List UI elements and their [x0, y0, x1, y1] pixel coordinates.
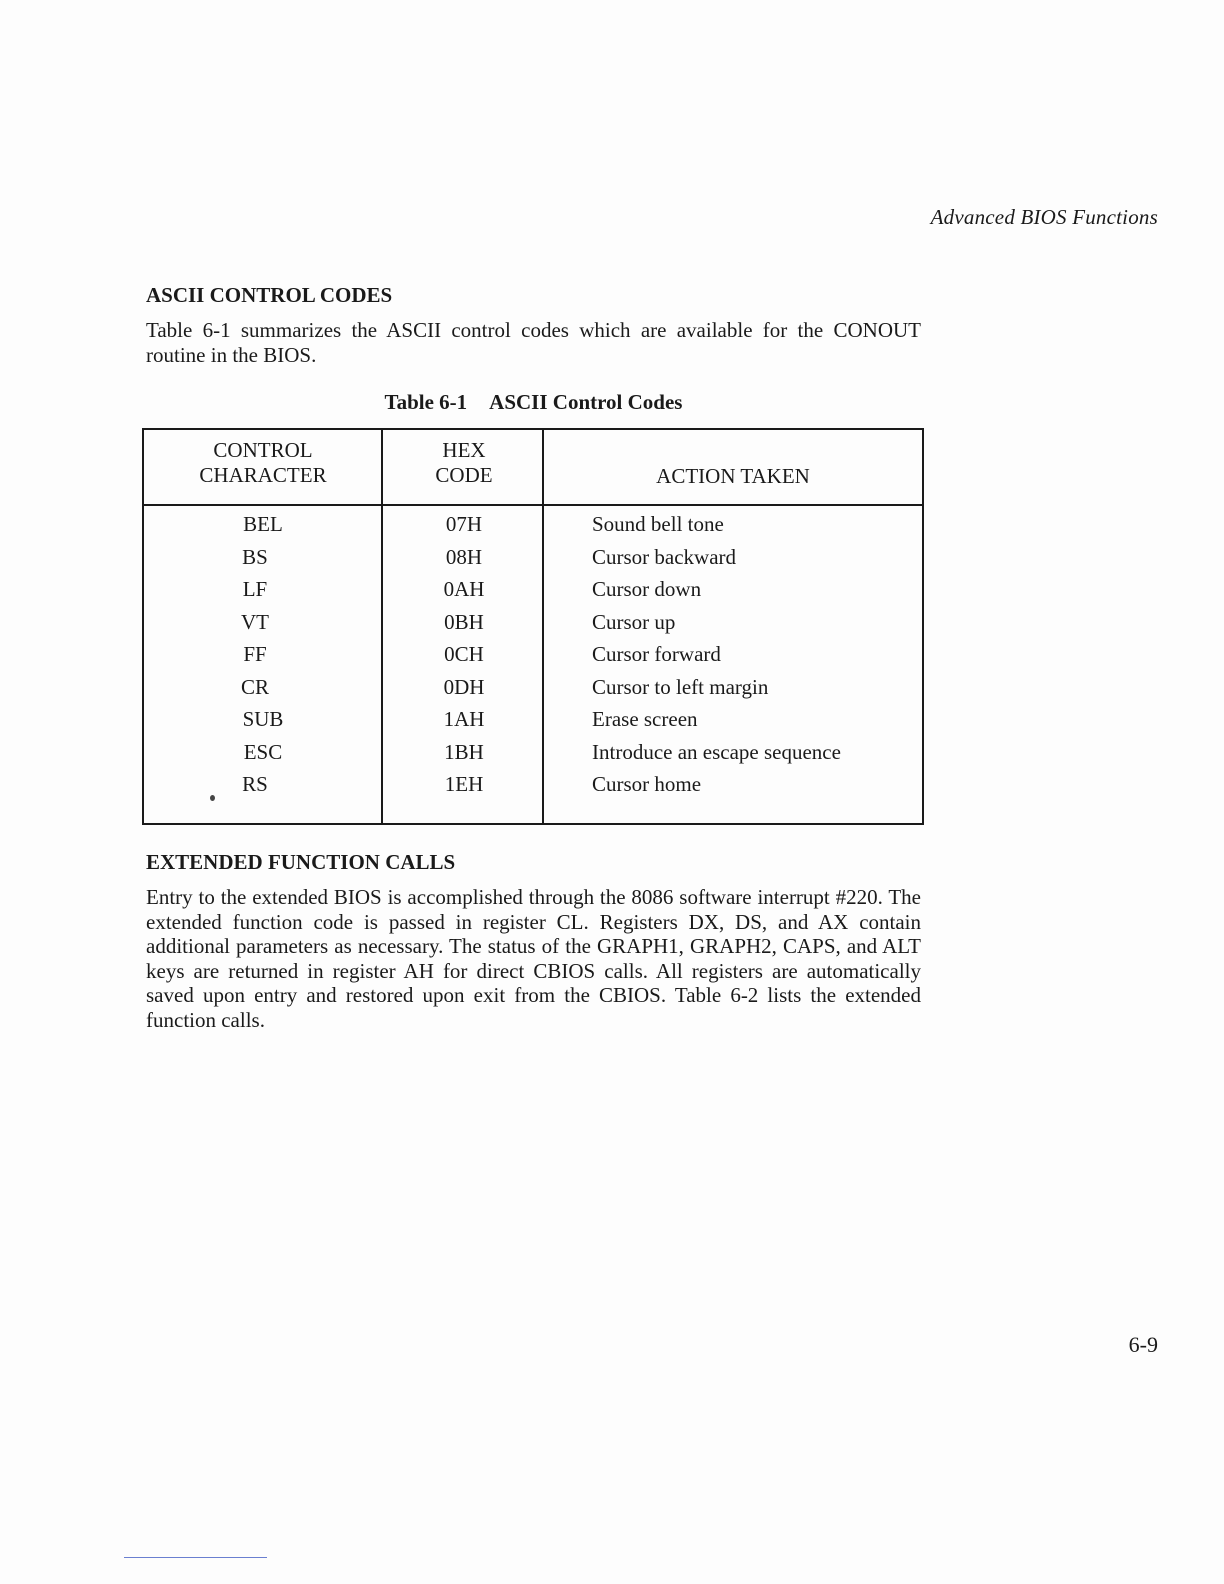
- page-number: 6-9: [1128, 1332, 1158, 1357]
- cell-control: BEL: [243, 512, 283, 536]
- extended-paragraph: Entry to the extended BIOS is accomplished through the 8086 software interrupt #220. The extended function code is passed in register CL. Registers DX, DS, and AX contain additional parameters as necessary. The status of the GRAPH1, GRAPH2, CAPS, and ALT keys are returned in register AH for direct CBIOS calls. All registers are automatically saved upon entry and restored upon exit from the CBIOS. Table 6-2 lists the extended function calls.: [146, 885, 921, 1032]
- header-hex-line1: HEX: [442, 438, 486, 462]
- header-control-line1: CONTROL: [213, 438, 313, 462]
- table-row: [144, 512, 922, 545]
- intro-paragraph: Table 6-1 summarizes the ASCII control codes which are available for the CONOUT routine in the BIOS.: [146, 318, 921, 367]
- cell-action: Cursor to left margin: [592, 674, 769, 699]
- table-caption: [146, 390, 921, 415]
- table-row: [144, 545, 922, 578]
- header-hex-code: [384, 438, 544, 488]
- cell-action: Cursor home: [592, 772, 702, 796]
- header-action-taken: ACTION TAKEN: [656, 464, 810, 488]
- cell-action: Cursor down: [592, 577, 702, 601]
- table-row: [144, 577, 922, 610]
- cell-control: ESC: [243, 739, 283, 764]
- cell-control: BS: [242, 544, 268, 569]
- table-body: [144, 512, 922, 805]
- cell-action: Cursor forward: [592, 642, 721, 666]
- bottom-rule: [124, 1557, 267, 1558]
- cell-hex: 0DH: [443, 674, 485, 699]
- header-hex-line2: CODE: [435, 463, 493, 487]
- cell-action: Cursor up: [592, 609, 676, 634]
- cell-control: FF: [243, 642, 267, 666]
- cell-hex: 0AH: [443, 577, 485, 601]
- table-row: [144, 772, 922, 805]
- header-divider: [144, 504, 922, 506]
- cell-control: VT: [241, 609, 269, 634]
- table-row: [144, 610, 922, 643]
- cell-hex: 1BH: [444, 739, 484, 764]
- ascii-control-codes-table: [142, 428, 924, 825]
- table-row: [144, 740, 922, 773]
- table-row: [144, 707, 922, 740]
- cell-action: Sound bell tone: [592, 512, 724, 536]
- cell-action: Erase screen: [592, 707, 698, 731]
- table-row: [144, 642, 922, 675]
- table-row: [144, 675, 922, 708]
- table-caption-title: ASCII Control Codes: [489, 390, 683, 414]
- section-heading-extended: EXTENDED FUNCTION CALLS: [146, 850, 456, 874]
- cell-hex: 0CH: [444, 642, 484, 666]
- scan-speck: [210, 795, 215, 801]
- header-control-character: [144, 438, 382, 488]
- cell-control: SUB: [242, 707, 284, 731]
- cell-hex: 1EH: [444, 772, 484, 796]
- cell-hex: 07H: [445, 512, 483, 536]
- table-caption-number: Table 6-1: [384, 390, 468, 414]
- cell-action: Introduce an escape sequence: [592, 739, 841, 764]
- cell-hex: 0BH: [444, 609, 484, 634]
- section-heading-ascii: ASCII CONTROL CODES: [146, 283, 393, 307]
- cell-hex: 1AH: [443, 707, 485, 731]
- cell-control: LF: [242, 577, 268, 601]
- cell-control: RS: [242, 772, 268, 796]
- cell-control: CR: [240, 674, 269, 699]
- running-head: Advanced BIOS Functions: [930, 205, 1158, 229]
- cell-action: Cursor backward: [592, 544, 737, 569]
- header-control-line2: CHARACTER: [199, 463, 327, 487]
- cell-hex: 08H: [445, 544, 483, 569]
